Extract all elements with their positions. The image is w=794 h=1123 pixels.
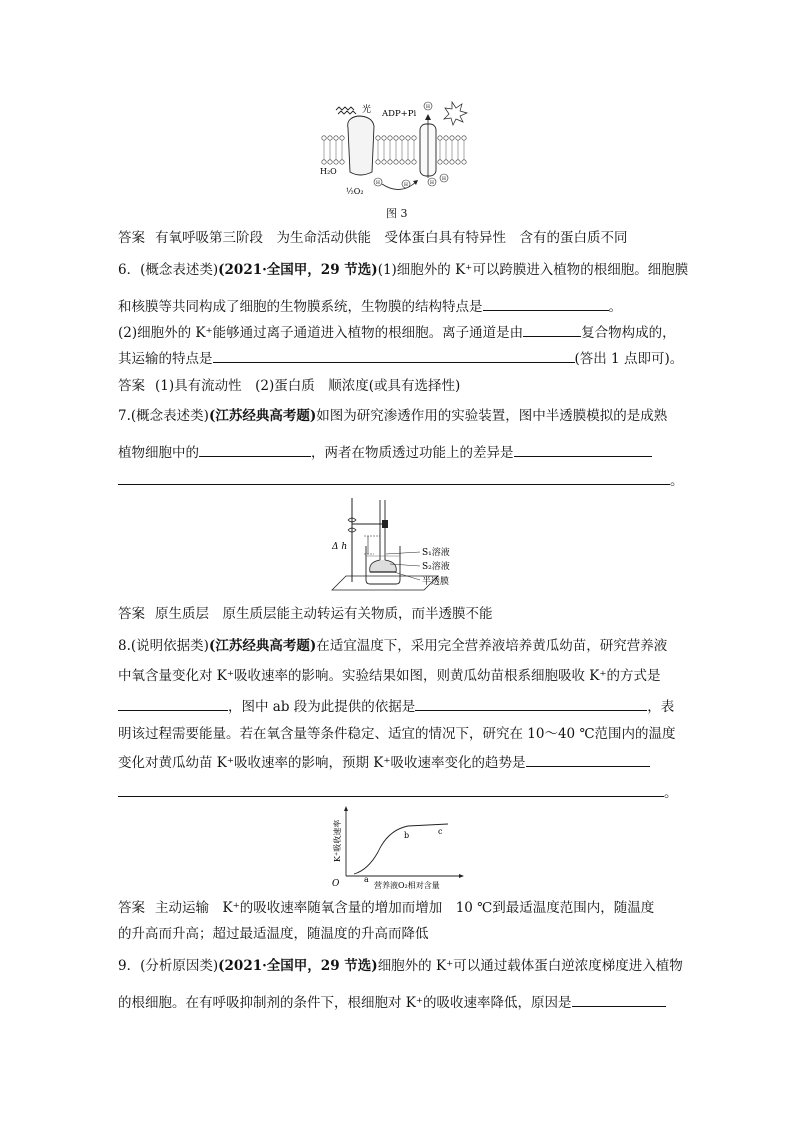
q6-source: (2021·全国甲，29 节选) [218, 262, 378, 278]
answer-text: 的升高而升高；超过最适温度，随温度的升高而降低 [118, 926, 429, 942]
svg-text:H: H [404, 183, 408, 188]
q9-text: 细胞外的 K⁺可以通过载体蛋白逆浓度梯度进入植物 [377, 958, 683, 974]
q8-text: 中氧含量变化对 K⁺吸收速率的影响。实验结果如图，则黄瓜幼苗根系细胞吸收 K⁺的方式是 [118, 668, 661, 684]
q9-text: 的根细胞。在有呼吸抑制剂的条件下，根细胞对 K⁺的吸收速率降低，原因是 [118, 995, 572, 1011]
point-b-label: b [404, 831, 410, 840]
answer-text: 主动运输 K⁺的吸收速率随氧含量的增加而增加 10 ℃到最适温度范围内，随温度 [155, 900, 655, 916]
q7-text: 植物细胞中的 [118, 445, 199, 461]
q8-line-5 [118, 752, 650, 773]
svg-text:H: H [376, 181, 380, 186]
answer-label: 答案 [118, 230, 145, 246]
membrane-label: 半透膜 [422, 577, 450, 587]
s2-label: S₂溶液 [422, 562, 450, 572]
q7-answer-blank[interactable] [514, 442, 652, 457]
answer-label: 答案 [118, 900, 145, 916]
q6-text: (1)细胞外的 K⁺可以跨膜进入植物的根细胞。细胞膜 [377, 262, 689, 278]
q8-line-4 [118, 724, 676, 744]
q7-source: (江苏经典高考题) [208, 408, 317, 424]
answer-label: 答案 [118, 378, 145, 394]
q8-text: 在适宜温度下，采用完全营养液培养黄瓜幼苗，研究营养液 [316, 638, 668, 654]
q8-text: ，表 [647, 699, 675, 715]
q8-line-3 [118, 696, 674, 717]
q6-answer-blank[interactable] [523, 322, 581, 337]
q8-line-2 [118, 666, 661, 686]
q6-line-2 [118, 296, 622, 317]
q8-answer-blank[interactable] [118, 782, 664, 797]
light-label: 光 [362, 105, 372, 115]
q7-text: 。 [670, 473, 684, 489]
uptake-curve [354, 824, 448, 874]
q7-answer-blank[interactable] [118, 470, 670, 485]
origin-label: O [332, 879, 340, 889]
answer-text: (1)具有流动性 (2)蛋白质 顺浓度(或具有选择性) [155, 378, 461, 394]
q8-text: 变化对黄瓜幼苗 K⁺吸收速率的影响，预期 K⁺吸收速率变化的趋势是 [118, 755, 526, 771]
q9-line-2 [118, 992, 666, 1013]
q6-text: 复合物构成的， [581, 325, 676, 341]
q8-answer-blank[interactable] [415, 696, 647, 711]
q8-line-1 [118, 636, 667, 656]
y-axis-label: K⁺吸收速率 [333, 819, 342, 862]
q6-number: 6． [118, 262, 141, 278]
q6-text: (答出 1 点即可)。 [574, 351, 684, 367]
adp-label: ADP+Pi [382, 109, 417, 119]
q7-text: 如图为研究渗透作用的实验装置，图中半透膜模拟的是成熟 [316, 408, 668, 424]
q8-text: 明该过程需要能量。若在氧含量等条件稳定、适宜的情况下，研究在 10～40 ℃范围内的温度 [118, 726, 676, 742]
answer-fig3 [118, 228, 628, 248]
k-uptake-graph [328, 804, 468, 890]
answer-7 [118, 604, 493, 624]
figure-3-membrane-diagram [316, 98, 476, 202]
point-c-label: c [438, 827, 443, 836]
q7-number: 7. [118, 408, 131, 424]
svg-text:H: H [442, 177, 446, 182]
q9-tag: (分析原因类) [140, 958, 219, 974]
q7-line-3 [118, 470, 684, 491]
q6-text: 和核膜等共同构成了细胞的生物膜系统，生物膜的结构特点是 [118, 299, 483, 315]
q9-source: (2021·全国甲，29 节选) [218, 958, 378, 974]
x-axis-label: 营养液O₂相对含量 [374, 881, 440, 890]
q8-answer-blank[interactable] [526, 752, 650, 767]
osmosis-apparatus-svg [328, 496, 468, 592]
q7-tag: (概念表述类) [130, 408, 209, 424]
q6-tag: (概念表述类) [140, 262, 219, 278]
h2o-label: H₂O [320, 167, 337, 176]
answer-text: 有氧呼吸第三阶段 为生命活动供能 受体蛋白具有特异性 含有的蛋白质不同 [155, 230, 628, 246]
q7-answer-blank[interactable] [199, 442, 311, 457]
q7-text: ，两者在物质透过功能上的差异是 [311, 445, 514, 461]
o2-label: ½O₂ [346, 187, 364, 196]
figure-3-caption: 图 3 [386, 207, 408, 220]
osmosis-apparatus-figure [328, 496, 468, 592]
answer-label: 答案 [118, 606, 145, 622]
svg-text:H: H [426, 105, 430, 110]
svg-text:H: H [430, 181, 434, 186]
q9-answer-blank[interactable] [572, 992, 666, 1007]
q6-answer-blank[interactable] [213, 348, 575, 363]
membrane-diagram-svg [316, 98, 476, 202]
q7-line-2 [118, 442, 652, 463]
answer-text: 原生质层 原生质层能主动转运有关物质，而半透膜不能 [155, 606, 493, 622]
q6-line-1 [118, 260, 688, 280]
q8-answer-blank[interactable] [118, 696, 228, 711]
k-uptake-graph-svg [328, 804, 468, 890]
q6-text: 。 [608, 299, 622, 315]
q9-number: 9． [118, 958, 141, 974]
answer-6 [118, 376, 460, 396]
q8-source: (江苏经典高考题) [208, 638, 317, 654]
q8-line-6 [118, 782, 678, 803]
s1-label: S₁溶液 [422, 548, 450, 558]
q8-tag: (说明依据类) [130, 638, 209, 654]
q6-text: 其运输的特点是 [118, 351, 213, 367]
q8-text: ，图中 ab 段为此提供的依据是 [228, 699, 416, 715]
q8-number: 8. [118, 638, 131, 654]
q6-answer-blank[interactable] [483, 296, 609, 311]
q9-line-1 [118, 956, 683, 976]
answer-8-line-1 [118, 898, 654, 918]
delta-h-label: Δ h [332, 542, 348, 552]
answer-8-line-2 [118, 924, 429, 944]
q7-line-1 [118, 406, 667, 426]
q6-line-3 [118, 322, 676, 343]
q6-text: (2)细胞外的 K⁺能够通过离子通道进入植物的根细胞。离子通道是由 [118, 325, 524, 341]
q6-line-4 [118, 348, 683, 369]
q8-text: 。 [664, 785, 678, 801]
point-a-label: a [364, 875, 369, 884]
